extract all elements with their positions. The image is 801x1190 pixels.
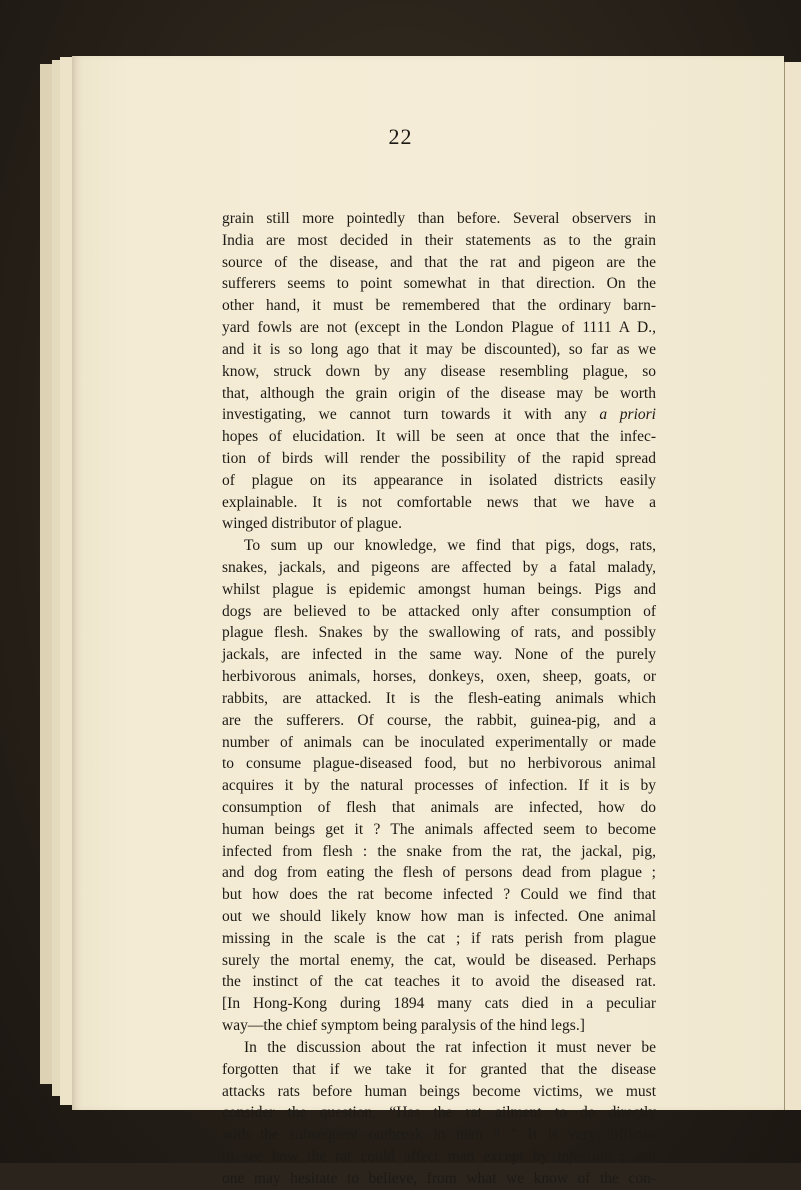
text-line: explainable. It is not comfortable news that we have a [222, 493, 656, 511]
text-line: consumption of flesh that animals are infected, how do [222, 798, 656, 816]
text-line: missing in the scale is the cat ; if rats perish from plague [222, 929, 656, 947]
text-fragment: ; and [611, 1147, 657, 1165]
text-line: that, although the grain origin of the disease may be worth [222, 384, 656, 402]
facing-page-edge [784, 62, 801, 1110]
text-line: jackals, are infected in the same way. None of the purely [222, 646, 656, 664]
text-line: and it is so long ago that it may be discounted), so far as we [222, 340, 656, 358]
text-line: of plague on its appearance in isolated districts easily [222, 471, 656, 489]
text-line: herbivorous animals, horses, donkeys, oxen, sheep, goats, or [222, 668, 656, 686]
italic-phrase: infection [557, 1147, 612, 1165]
italic-phrase: a priori [599, 406, 656, 424]
text-line: To sum up our knowledge, we find that pigs, dogs, rats, [244, 537, 656, 555]
text-line: In the discussion about the rat infection it must never be [244, 1038, 656, 1056]
text-line [222, 1146, 656, 1168]
text-line: hopes of elucidation. It will be seen at once that the infec- [222, 428, 656, 446]
body-text [222, 208, 656, 1190]
text-line: with the subsequent outbreak in man ? ” It is very difficult [222, 1126, 656, 1144]
text-line: yard fowls are not (except in the London Plague of 1111 A D., [222, 319, 656, 337]
text-line: number of animals can be inoculated experimentally or made [222, 733, 656, 751]
text-line: surely the mortal enemy, the cat, would be diseased. Perhaps [222, 951, 656, 969]
text-line: but how does the rat become infected ? Could we find that [222, 886, 656, 904]
text-line: human beings get it ? The animals affected seem to become [222, 820, 656, 838]
text-line: tion of birds will render the possibility of the rapid spread [222, 449, 656, 467]
text-line: the instinct of the cat teaches it to avoid the diseased rat. [222, 973, 656, 991]
text-line: [In Hong-Kong during 1894 many cats died in a peculiar [222, 995, 656, 1013]
text-fragment: to see how the rat could affect man except by [222, 1147, 558, 1165]
text-line: forgotten that if we take it for granted that the disease [222, 1060, 656, 1078]
text-line: winged distributor of plague. [222, 515, 402, 533]
text-line: and dog from eating the flesh of persons dead from plague ; [222, 864, 656, 882]
text-line: attacks rats before human beings become victims, we must [222, 1082, 656, 1100]
text-line: plague flesh. Snakes by the swallowing of rats, and possibly [222, 624, 656, 642]
text-line: grain still more pointedly than before. Several observers in [222, 210, 656, 227]
text-line: other hand, it must be remembered that the ordinary barn- [222, 297, 656, 315]
text-line: rabbits, are attacked. It is the flesh-eating animals which [222, 689, 656, 707]
text-line: one may hesitate to believe, from what we know of the con- [222, 1169, 656, 1187]
text-line: source of the disease, and that the rat and pigeon are the [222, 253, 656, 271]
text-line: snakes, jackals, and pigeons are affected by a fatal malady, [222, 559, 656, 576]
text-line: acquires it by the natural processes of infection. If it is by [222, 777, 656, 795]
text-line: whilst plague is epidemic amongst human beings. Pigs and [222, 580, 656, 598]
text-line: way—the chief symptom being paralysis of the hind legs.] [222, 1017, 585, 1035]
text-line: infected from flesh : the snake from the rat, the jackal, pig, [222, 842, 656, 860]
text-line: out we should likely know how man is infected. One animal [222, 908, 656, 925]
text-line: to consume plague-diseased food, but no herbivorous animal [222, 755, 656, 773]
text-line [222, 404, 656, 426]
text-line: are the sufferers. Of course, the rabbit, guinea-pig, and a [222, 711, 656, 729]
page-number: 22 [388, 124, 413, 149]
text-line: sufferers seems to point somewhat in that direction. On the [222, 275, 656, 293]
text-fragment: investigating, we cannot turn towards it with any [222, 406, 600, 424]
text-line: consider the question, “Has the rat ailment to do directly [222, 1104, 656, 1122]
text-line: dogs are believed to be attacked only after consumption of [222, 602, 656, 620]
text-line: know, struck down by any disease resembling plague, so [222, 362, 656, 380]
text-line: India are most decided in their statements as to the grain [222, 231, 656, 249]
